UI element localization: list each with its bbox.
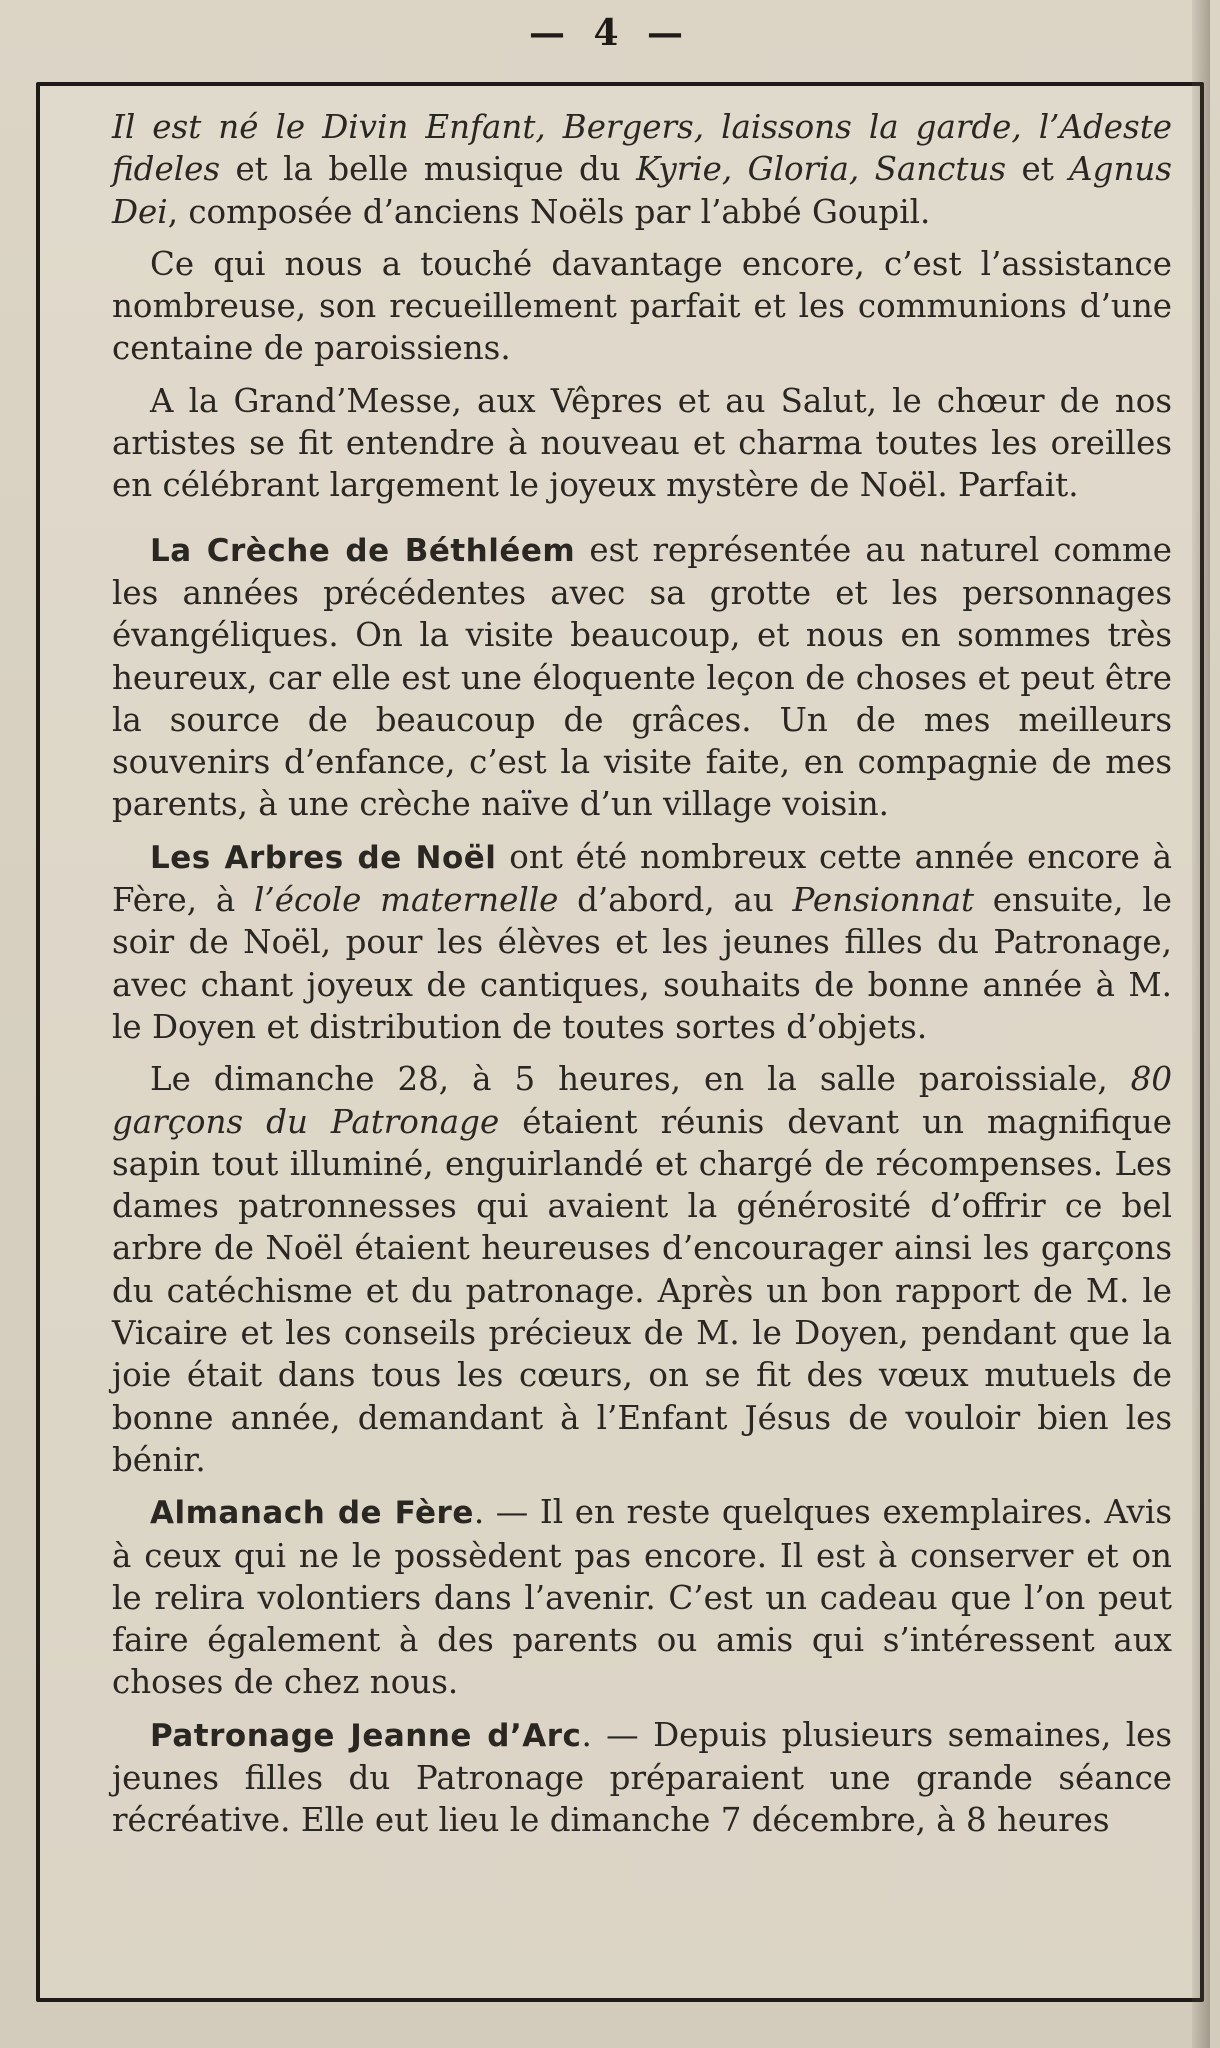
text-segment: ensuite, le soir de Noël, pour les élèves et les jeunes filles du Patronage, avec chant joyeux de cantiques, souhaits de bonne année à M. le Doyen et distribution de toutes sortes d’objets. xyxy=(112,881,1172,1046)
section-heading: Patronage Jeanne d’Arc xyxy=(150,1717,582,1754)
paragraph xyxy=(112,1058,1172,1481)
text-segment: d’abord, au xyxy=(558,881,793,920)
text-segment: étaient réunis devant un magnifique sapin tout illuminé, enguirlandé et chargé de récompenses. Les dames patronnesses qui avaient la générosité d’offrir ce bel arbre de Noël étaient heureuses d’encourager ainsi les garçons du catéchisme et du patronage. Après un bon rapport de M. le Vicaire et les conseils précieux de M. le Doyen, pendant que la joie était dans tous les cœurs, on se fit des vœux mutuels de bonne année, demandant à l’Enfant Jésus de vouloir bien les bénir. xyxy=(112,1102,1172,1479)
paragraph xyxy=(112,836,1172,1048)
text-segment: Ce qui nous a touché davantage encore, c’est l’assistance nombreuse, son recueillement parfait et les communions d’une centaine de paroissiens. xyxy=(112,244,1172,368)
text-segment: , composée d’anciens Noëls par l’abbé Goupil. xyxy=(167,192,931,231)
page-number: — 4 — xyxy=(528,12,692,54)
text-segment: et xyxy=(1006,150,1070,189)
page-edge-shadow xyxy=(1192,0,1210,2048)
paragraph xyxy=(112,106,1172,233)
paragraph xyxy=(112,1491,1172,1703)
paragraph xyxy=(112,380,1172,507)
italic-text: l’école maternelle xyxy=(254,881,559,920)
text-segment: est représentée au naturel comme les années précédentes avec sa grotte et les personnages évangéliques. On la visite beaucoup, et nous en sommes très heureux, car elle est une éloquente leçon de choses et peut être la source de beaucoup de grâces. Un de mes meilleurs souvenirs d’enfance, c’est la visite faite, en compagnie de mes parents, à une crèche naïve d’un village voisin. xyxy=(112,530,1172,824)
section-heading: La Crèche de Béthléem xyxy=(150,532,576,569)
paragraph xyxy=(112,529,1172,826)
section-heading: Les Arbres de Noël xyxy=(150,839,497,876)
italic-text: 80 garçons du Patronage xyxy=(112,1060,1172,1141)
paragraph xyxy=(112,243,1172,370)
text-segment: . — Il en reste quelques exemplaires. Avis à ceux qui ne le possèdent pas encore. Il est à conserver et on le relira volontiers dans l’avenir. C’est un cadeau que l’on peut faire également à des parents ou amis qui s’intéressent aux choses de chez nous. xyxy=(112,1493,1172,1702)
section-heading: Almanach de Fère xyxy=(150,1495,474,1532)
text-segment: ont été nombreux cette année encore à Fère, à xyxy=(112,837,1173,920)
italic-text: Il est né le Divin Enfant, Bergers, laissons la garde, l’Adeste fideles xyxy=(112,108,1172,189)
text-segment: et la belle musique du xyxy=(220,150,637,189)
text-segment: A la Grand’Messe, aux Vêpres et au Salut, le chœur de nos artistes se fit entendre à nouveau et charma toutes les oreilles en célébrant largement le joyeux mystère de Noël. Parfait. xyxy=(112,381,1172,505)
italic-text: Pensionnat xyxy=(792,881,975,920)
article-body xyxy=(112,106,1172,1842)
text-segment: . — Depuis plusieurs semaines, les jeunes filles du Patronage préparaient une grande séance récréative. Elle eut lieu le dimanche 7 décembre, à 8 heures xyxy=(112,1715,1172,1840)
paragraph xyxy=(112,1714,1172,1842)
italic-text: Kyrie, Gloria, Sanctus xyxy=(636,150,1007,189)
text-segment: Le dimanche 28, à 5 heures, en la salle paroissiale, xyxy=(150,1060,1131,1099)
italic-text: Agnus Dei xyxy=(112,150,1172,231)
